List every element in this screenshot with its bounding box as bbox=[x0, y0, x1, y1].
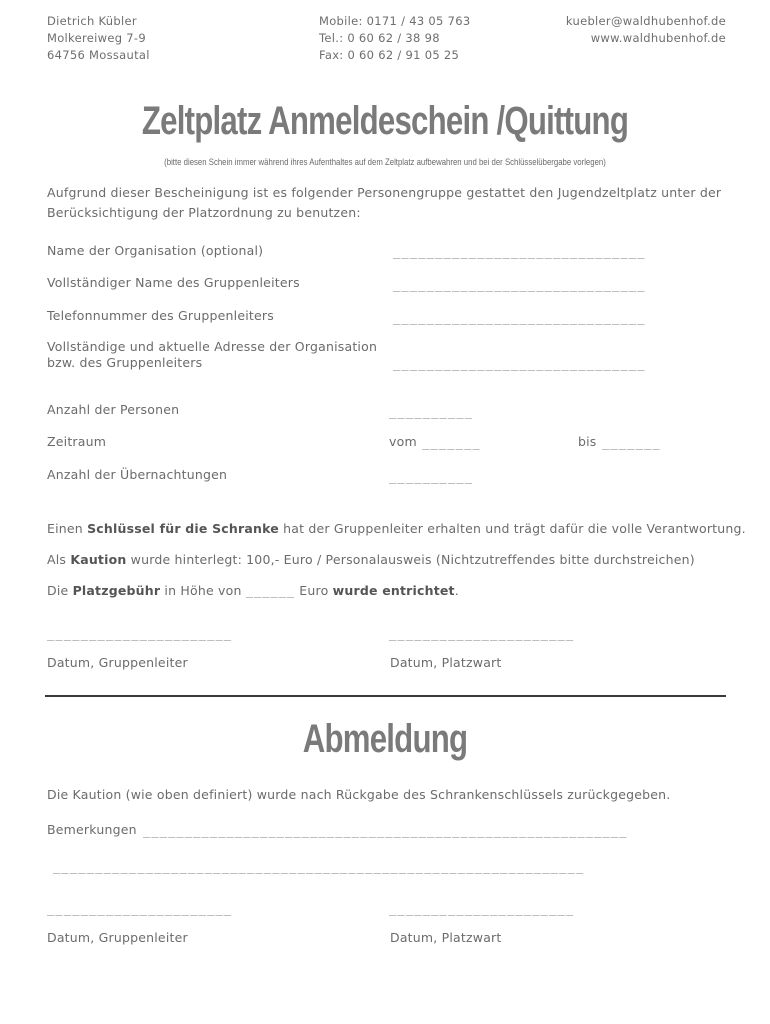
nights-label: Anzahl der Übernachtungen bbox=[47, 467, 228, 482]
deposit-bold: Kaution bbox=[70, 552, 127, 567]
fee-bold: Platzgebühr bbox=[72, 583, 161, 598]
org-field[interactable]: ______________________________ bbox=[393, 245, 646, 259]
sender-phone-block bbox=[319, 13, 470, 64]
phone-field[interactable]: ______________________________ bbox=[393, 311, 646, 325]
email-address: kuebler@waldhubenhof.de bbox=[565, 14, 726, 28]
checkout-text: Die Kaution (wie oben definiert) wurde nach Rückgabe des Schrankenschlüssels zurückgegeben. bbox=[47, 787, 671, 802]
remarks-field-line2[interactable]: _______________________________________________________________ bbox=[53, 860, 585, 874]
checkout-signature-line-leader[interactable]: ______________________ bbox=[47, 902, 233, 916]
key-statement-bold: Schlüssel für die Schranke bbox=[87, 521, 279, 536]
to-date-field[interactable]: _______ bbox=[602, 436, 661, 450]
leader-label: Vollständiger Name des Gruppenleiters bbox=[47, 275, 300, 290]
intro-text: Aufgrund dieser Bescheinigung ist es folgender Personengruppe gestattet den Jugendzeltplatz unter der Berücksichtigung der Platzordnung zu benutzen: bbox=[47, 185, 722, 220]
remarks-field-line1[interactable]: __________________________________________________________ bbox=[143, 824, 628, 838]
leader-field[interactable]: ______________________________ bbox=[393, 278, 646, 292]
fee-paid-bold: wurde entrichtet bbox=[332, 583, 455, 598]
persons-field[interactable]: __________ bbox=[389, 405, 474, 419]
remarks-label: Bemerkungen bbox=[47, 822, 137, 837]
sender-web-block bbox=[566, 13, 726, 47]
section-divider bbox=[45, 695, 726, 697]
form-title: Zeltplatz Anmeldeschein /Quittung bbox=[141, 99, 629, 143]
mobile-number: Mobile: 0171 / 43 05 763 bbox=[319, 14, 471, 28]
signature-line-leader[interactable]: ______________________ bbox=[47, 627, 233, 641]
key-statement: Einen Schlüssel für die Schranke hat der Gruppenleiter erhalten und trägt dafür die volle Verantwortung. bbox=[47, 521, 746, 536]
checkout-caption-warden: Datum, Platzwart bbox=[390, 930, 502, 945]
sender-street: Molkereiweg 7-9 bbox=[47, 31, 146, 45]
period-label: Zeitraum bbox=[47, 434, 107, 449]
phone-number: Tel.: 0 60 62 / 38 98 bbox=[319, 31, 440, 45]
phone-label: Telefonnummer des Gruppenleiters bbox=[47, 308, 274, 323]
sender-city: 64756 Mossautal bbox=[47, 48, 150, 62]
website-url: www.waldhubenhof.de bbox=[590, 31, 726, 45]
fee-amount-field[interactable]: ______ bbox=[245, 584, 296, 598]
org-label: Name der Organisation (optional) bbox=[47, 243, 264, 258]
signature-line-warden[interactable]: ______________________ bbox=[389, 627, 575, 641]
checkout-title: Abmeldung bbox=[302, 717, 468, 761]
signature-caption-warden: Datum, Platzwart bbox=[390, 655, 502, 670]
fee-statement: Die Platzgebühr in Höhe von ______ Euro wurde entrichtet. bbox=[47, 583, 459, 598]
to-label: bis bbox=[578, 434, 597, 449]
form-subtitle: (bitte diesen Schein immer während ihres Aufenthaltes auf dem Zeltplatz aufbewahren und bei der Schlüsselübergabe vorlegen) bbox=[164, 157, 606, 168]
address-label-line1: Vollständige und aktuelle Adresse der Organisation bbox=[47, 339, 378, 354]
from-label: vom bbox=[389, 434, 417, 449]
address-field[interactable]: ______________________________ bbox=[393, 357, 646, 371]
sender-name: Dietrich Kübler bbox=[47, 14, 137, 28]
from-date-field[interactable]: _______ bbox=[422, 436, 481, 450]
checkout-signature-line-warden[interactable]: ______________________ bbox=[389, 902, 575, 916]
checkout-caption-leader: Datum, Gruppenleiter bbox=[47, 930, 188, 945]
fax-number: Fax: 0 60 62 / 91 05 25 bbox=[319, 48, 460, 62]
signature-caption-leader: Datum, Gruppenleiter bbox=[47, 655, 188, 670]
address-label-line2: bzw. des Gruppenleiters bbox=[47, 355, 203, 370]
persons-label: Anzahl der Personen bbox=[47, 402, 180, 417]
deposit-statement: Als Kaution wurde hinterlegt: 100,- Euro / Personalausweis (Nichtzutreffendes bitte durchstreichen) bbox=[47, 552, 695, 567]
sender-address bbox=[47, 13, 150, 64]
nights-field[interactable]: __________ bbox=[389, 470, 474, 484]
